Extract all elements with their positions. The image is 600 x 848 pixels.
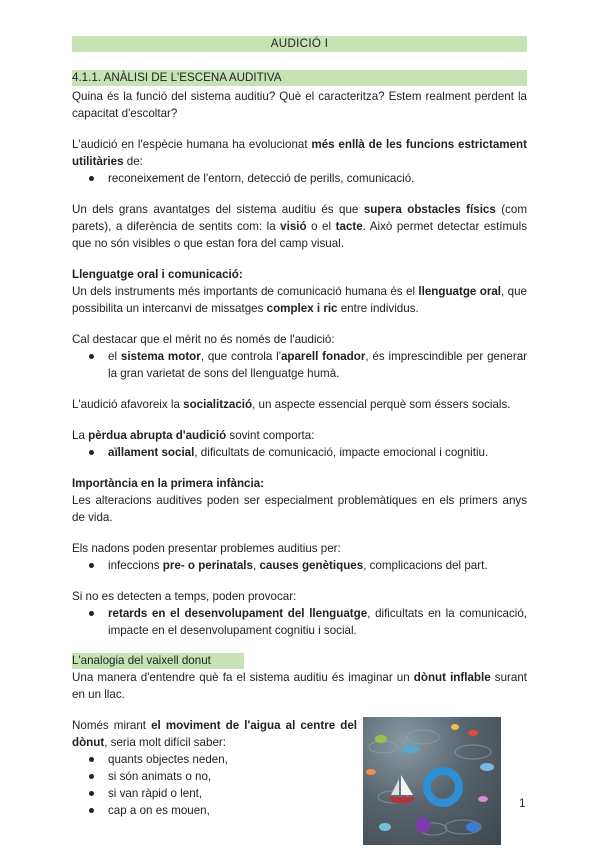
paragraph-evolution: L'audició en l'espècie humana ha evolucionat més enllà de les funcions estrictament utilitàries de: bbox=[72, 138, 527, 168]
paragraph-donut-intro: Una manera d'entendre què fa el sistema auditiu és imaginar un dònut inflable surant en un llac. bbox=[72, 671, 527, 701]
heading-infancy: Importància en la primera infància: bbox=[72, 477, 264, 490]
page-number: 1 bbox=[519, 797, 526, 810]
heading-oral-language: Llenguatge oral i comunicació: bbox=[72, 268, 243, 281]
intro-question: Quina és la funció del sistema auditiu? Què el caracteritza? Estem realment perdent la capacitat d'escoltar? bbox=[72, 90, 527, 120]
paragraph-donut-observe: Només mirant el moviment de l'aigua al centre del dònut, seria molt difícil saber: bbox=[72, 719, 357, 749]
section-heading: 4.1.1. ANÀLISI DE L'ESCENA AUDITIVA bbox=[72, 70, 527, 86]
paragraph-socialization: L'audició afavoreix la socialització, un aspecte essencial perquè som éssers socials. bbox=[72, 398, 511, 411]
paragraph-merit: Cal destacar que el mèrit no és només de l'audició: bbox=[72, 333, 335, 346]
donut-section bbox=[72, 717, 527, 819]
list-item: reconeixement de l'entorn, detecció de perills, comunicació. bbox=[72, 170, 527, 187]
list-item: quants objectes neden, bbox=[72, 751, 357, 768]
list-item: cap a on es mouen, bbox=[72, 802, 357, 819]
consequences-list bbox=[72, 605, 527, 639]
paragraph-oral-language: Un dels instruments més importants de comunicació humana és el llenguatge oral, que possibilita un intercanvi de missatges complex i ric entre individus. bbox=[72, 285, 527, 315]
hearing-loss-list bbox=[72, 444, 527, 461]
merit-list bbox=[72, 348, 527, 382]
paragraph-consequences: Si no es detecten a temps, poden provocar: bbox=[72, 590, 297, 603]
list-item: retards en el desenvolupament del llenguatge, dificultats en la comunicació, impacte en el desenvolupament cognitiu i social. bbox=[72, 605, 527, 639]
paragraph-hearing-loss: La pèrdua abrupta d'audició sovint comporta: bbox=[72, 429, 315, 442]
donut-list bbox=[72, 751, 357, 819]
document-page bbox=[72, 36, 527, 819]
list-item: el sistema motor, que controla l'aparell fonador, és imprescindible per generar la gran varietat de sons del llenguatge humà. bbox=[72, 348, 527, 382]
donut-text-column bbox=[72, 717, 357, 819]
evolution-list bbox=[72, 170, 527, 187]
newborns-list bbox=[72, 557, 527, 574]
paragraph-infancy: Les alteracions auditives poden ser especialment problemàtiques en els primers anys de vida. bbox=[72, 494, 527, 524]
donut-lake-illustration bbox=[363, 717, 501, 845]
list-item: si van ràpid o lent, bbox=[72, 785, 357, 802]
paragraph-newborns: Els nadons poden presentar problemes auditius per: bbox=[72, 542, 341, 555]
list-item: aïllament social, dificultats de comunicació, impacte emocional i cognitiu. bbox=[72, 444, 527, 461]
lake-scene-icon bbox=[363, 717, 501, 845]
document-title: AUDICIÓ I bbox=[72, 36, 527, 52]
list-item: infeccions pre- o perinatals, causes genètiques, complicacions del part. bbox=[72, 557, 527, 574]
donut-heading: L'analogia del vaixell donut bbox=[72, 653, 244, 669]
list-item: si són animats o no, bbox=[72, 768, 357, 785]
paragraph-advantages: Un dels grans avantatges del sistema auditiu és que supera obstacles físics (com parets), a diferència de sentits com: la visió o el tacte. Això permet detectar estímuls que no són visibles o que estan fora del camp visual. bbox=[72, 203, 527, 250]
